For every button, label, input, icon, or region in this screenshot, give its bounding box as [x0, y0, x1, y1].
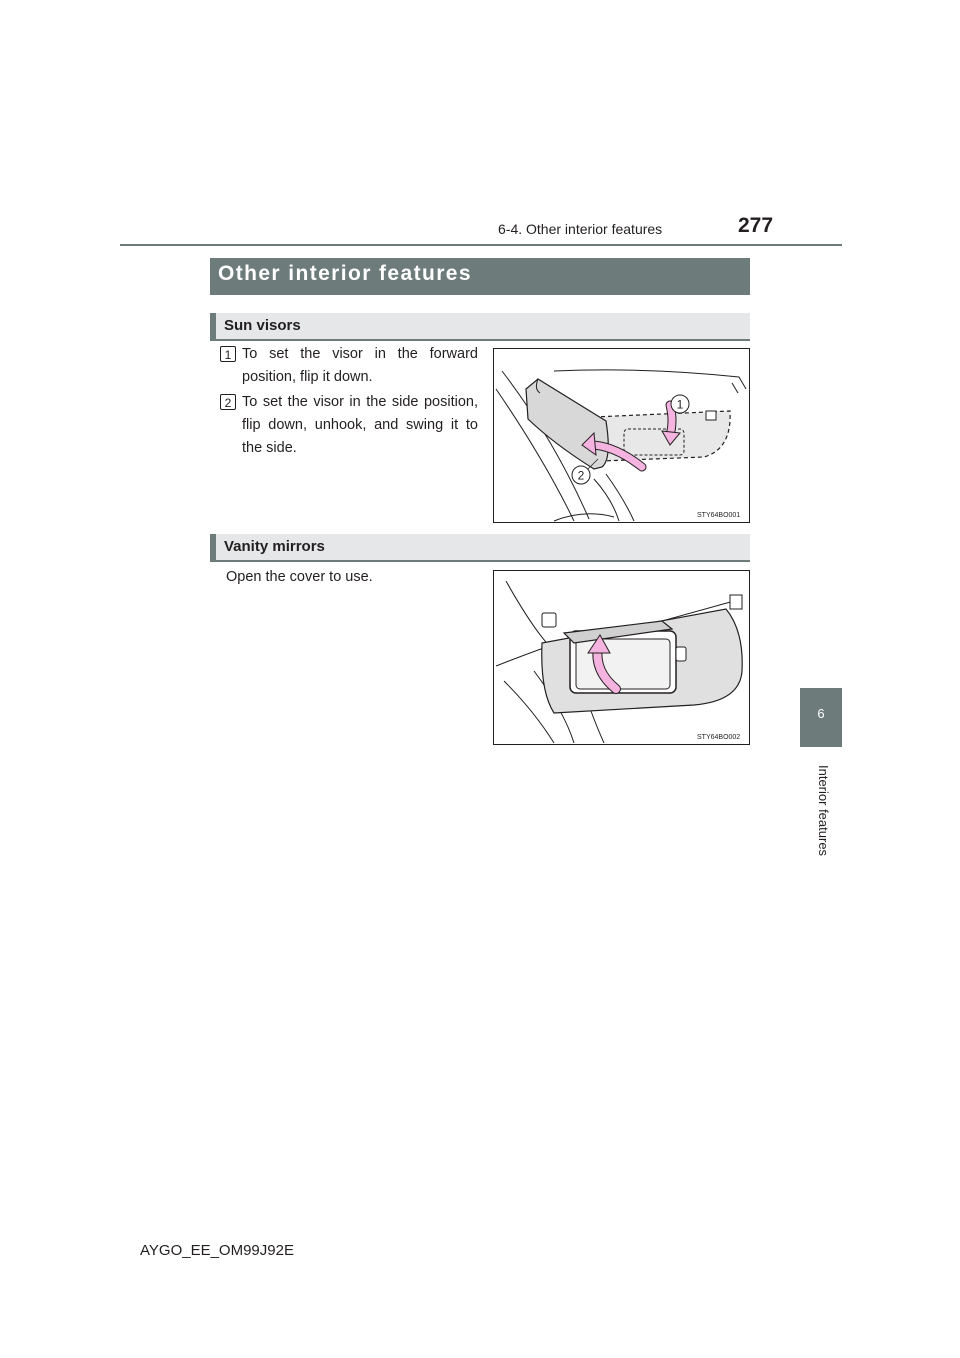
- header-rule: [120, 244, 842, 246]
- vanity-mirror-text: Open the cover to use.: [226, 569, 373, 585]
- chapter-tab: [800, 688, 842, 747]
- page-title: Other interior features: [218, 262, 472, 285]
- figure-code: STY64BO001: [697, 512, 741, 519]
- section-heading-text: Sun visors: [224, 317, 301, 334]
- section-heading-vanity-mirrors: [210, 534, 750, 562]
- item-badge-1: 1: [220, 346, 236, 362]
- sun-visor-figure: [493, 348, 750, 523]
- vanity-mirror-figure: [493, 570, 750, 745]
- sun-visor-item-2: To set the visor in the side position, flip down, unhook, and swing it to the side.: [242, 394, 478, 456]
- chapter-number: 6: [817, 706, 825, 721]
- section-heading-sun-visors: [210, 313, 750, 341]
- figure-code: STY64BO002: [697, 734, 741, 741]
- page-title-bar: [210, 258, 750, 295]
- item-badge-2: 2: [220, 394, 236, 410]
- vanity-mirror-illustration: [494, 571, 749, 744]
- callout-2: 2: [577, 468, 585, 483]
- heading-accent: [210, 313, 216, 339]
- chapter-label: Interior features: [816, 765, 831, 857]
- section-heading-text: Vanity mirrors: [224, 538, 325, 555]
- sun-visor-illustration: [494, 349, 749, 522]
- page-number: 277: [738, 214, 774, 237]
- running-header: 6-4. Other interior features: [498, 221, 663, 237]
- heading-accent: [210, 534, 216, 560]
- document-code: AYGO_EE_OM99J92E: [140, 1242, 294, 1259]
- callout-1: 1: [676, 397, 684, 412]
- sun-visor-item-1: To set the visor in the forward position, flip it down.: [242, 346, 478, 385]
